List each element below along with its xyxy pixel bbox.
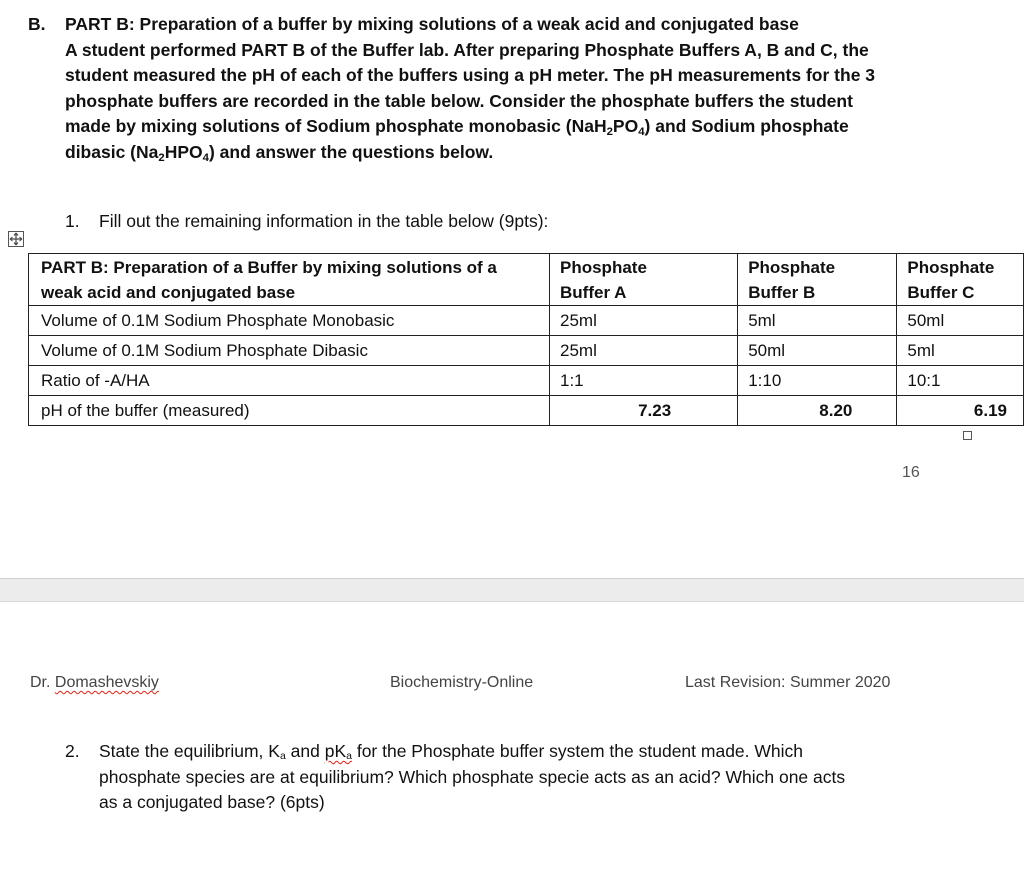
question-text bbox=[99, 739, 959, 816]
body-line: dibasic $(Na_2HPO_4)$ and answer the questions below. bbox=[65, 141, 494, 164]
table-cell[interactable]: 1:10 bbox=[738, 366, 897, 396]
table-cell[interactable]: 8.20 bbox=[738, 396, 897, 426]
section-letter: B. bbox=[28, 14, 46, 34]
page-break bbox=[0, 578, 1024, 602]
question-number: 2. bbox=[65, 741, 80, 761]
table-header-row bbox=[29, 254, 1024, 306]
spellcheck-underline: Domashevskiy bbox=[54, 674, 159, 691]
table-move-handle-icon[interactable] bbox=[8, 231, 24, 247]
table-cell[interactable]: pH of the buffer (measured) bbox=[29, 396, 550, 426]
body-line: phosphate buffers are recorded in the table below. Consider the phosphate buffers the student bbox=[65, 90, 853, 111]
table-header-cell[interactable]: PART B: Preparation of a Buffer by mixing solutions of a weak acid and conjugated base bbox=[29, 254, 550, 306]
table-cell[interactable]: 50ml bbox=[738, 336, 897, 366]
table-cell[interactable]: 5ml bbox=[897, 336, 1024, 366]
table-cell[interactable]: 25ml bbox=[550, 306, 738, 336]
table-row bbox=[29, 396, 1024, 426]
section-title: PART B: Preparation of a buffer by mixing solutions of a weak acid and conjugated base bbox=[65, 14, 799, 34]
table-cell[interactable]: 10:1 bbox=[897, 366, 1024, 396]
question-line: State the equilibrium, $K_a$ and $pK_a$ for the Phosphate buffer system the student made. Which bbox=[99, 741, 804, 762]
table-cell[interactable]: 1:1 bbox=[550, 366, 738, 396]
table-resize-handle[interactable] bbox=[963, 431, 972, 440]
table-cell[interactable]: Ratio of -A/HA bbox=[29, 366, 550, 396]
table-cell[interactable]: 25ml bbox=[550, 336, 738, 366]
footer-course: Biochemistry-Online bbox=[390, 674, 534, 691]
body-line: A student performed PART B of the Buffer lab. After preparing Phosphate Buffers A, B and C, the bbox=[65, 39, 869, 60]
buffer-table bbox=[28, 253, 1024, 426]
footer-revision: Last Revision: Summer 2020 bbox=[685, 674, 891, 691]
table-cell[interactable]: Volume of 0.1M Sodium Phosphate Monobasic bbox=[29, 306, 550, 336]
question-number: 1. bbox=[65, 211, 80, 231]
table-row bbox=[29, 366, 1024, 396]
table-cell[interactable]: Volume of 0.1M Sodium Phosphate Dibasic bbox=[29, 336, 550, 366]
table-header-cell[interactable]: Phosphate Buffer A bbox=[550, 254, 738, 306]
table-cell[interactable]: 50ml bbox=[897, 306, 1024, 336]
table-cell[interactable]: 5ml bbox=[738, 306, 897, 336]
table-cell[interactable]: 6.19 bbox=[897, 396, 1024, 426]
question-line: phosphate species are at equilibrium? Which phosphate specie acts as an acid? Which one acts bbox=[99, 766, 846, 787]
page-number: 16 bbox=[902, 464, 920, 481]
table-row bbox=[29, 306, 1024, 336]
body-line: student measured the pH of each of the buffers using a pH meter. The pH measurements for the 3 bbox=[65, 65, 876, 85]
question-1 bbox=[65, 211, 548, 232]
table-row bbox=[29, 336, 1024, 366]
table-cell[interactable]: 7.23 bbox=[550, 396, 738, 426]
spellcheck-underline: $pK_a$ bbox=[324, 741, 352, 762]
body-line: made by mixing solutions of Sodium phosphate monobasic $(NaH_2PO_4)$ and Sodium phosphate bbox=[65, 116, 849, 138]
section-body bbox=[65, 38, 965, 166]
footer-author: Dr. Domashevskiy bbox=[30, 674, 159, 691]
question-text: Fill out the remaining information in the table below (9pts): bbox=[99, 211, 549, 231]
question-line: as a conjugated base? (6pts) bbox=[99, 792, 325, 812]
table-header-cell[interactable]: Phosphate Buffer B bbox=[738, 254, 897, 306]
table-header-cell[interactable]: Phosphate Buffer C bbox=[897, 254, 1024, 306]
